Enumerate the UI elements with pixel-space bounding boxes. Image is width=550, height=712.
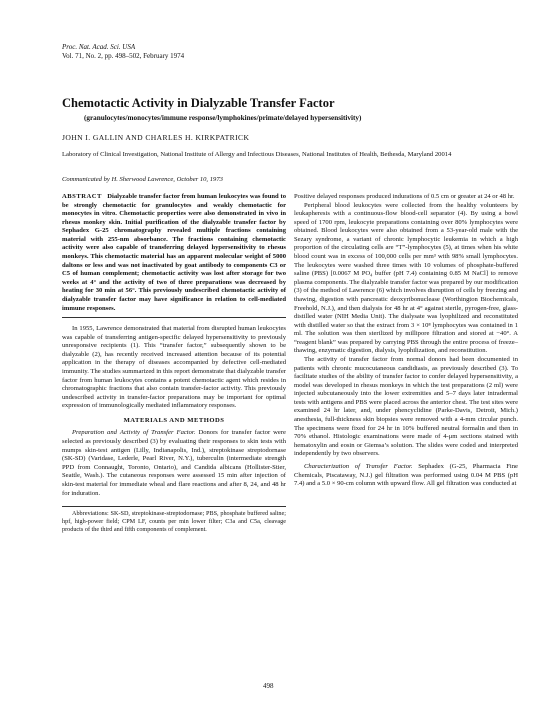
methods-lead: Preparation and Activity of Transfer Factor. [72,429,196,437]
paper-keywords: (granulocytes/monocytes/immune response/lymphokines/primate/delayed hypersensitivity) [84,114,362,122]
abstract [62,193,286,313]
methods-text: Donors for transfer factor were selected as previously described (3) by evaluating their responses to skin tests with mumps skin-test antigen (Lilly, Indianapolis, Ind.), streptokinase streptodornase (SK-SD) (Varidase, Lederle, Pearl River, N.Y.), tuberculin (intermediate strength PPD from Connaught, Toronto, Ontario), and Candida albicans (Hollister-Stier, Seattle, Wash.). The cutaneous responses were assessed 15 min after injection of skin-test material for immediate wheal and flare reactions and after 8, 24, and 48 hr for induration. [62,429,286,497]
intro-paragraph: In 1955, Lawrence demonstrated that material from disrupted human leukocytes was capable of transferring antigen-specific delayed hypersensitivity to previously unresponsive recipients (1). This “transfer factor,” subsequently shown to be dialyzable (2), has recently received increased attention because of its potential application in the therapy of diseases accompanied by defective cell-mediated immunity. The studies summarized in this report demonstrate that dialyzable transfer factor from human leukocytes contains a potent chemotactic agent which resides in chromatographic fractions that also contain transfer-factor activity. This previously undescribed activity in transfer-factor preparations may be important for optimal expression of immunologically mediated inflammatory responses. [62,325,286,410]
communicated-by: Communicated by H. Sherwood Lawrence, October 10, 1973 [62,176,223,183]
paper-authors: JOHN I. GALLIN AND CHARLES H. KIRKPATRICK [62,133,250,142]
footnote-divider [62,506,286,507]
abstract-text: Dialyzable transfer factor from human leukocytes was found to be strongly chemotactic for granulocytes and weakly chemotactic for monocytes in vitro. Chemotactic properties were also demonstrated in vivo in rhesus monkey skin. Initial purification of the dialyzable transfer factor by Sephadex G-25 chromatography revealed multiple fractions containing material with 255-nm absorbance. The fractions containing chemotactic activity were also capable of transferring delayed hypersensitivity to rhesus monkeys. This chemotactic material has an apparent molecular weight of 5000 daltons or less and was not inactivated by goat antibody to components C3 or C5 of human complement; chemotactic activity was lost after storage for two weeks at 4° and the activity of two of three preparations was decreased by heating for 30 min at 56°. This previously undescribed chemotactic activity of dialyzable transfer factor may have significance in relation to cell-mediated immune responses. [62,193,287,312]
right-paragraph-1: Positive delayed responses produced indurations of 0.5 cm or greater at 24 or 48 hr. [294,193,515,200]
right-paragraph-3: The activity of transfer factor from normal donors had been documented in patients with chronic mucocutaneous candidiasis, as previously described (3). To facilitate studies of the ability of transfer factor to confer delayed hypersensitivity, a model was developed in rhesus monkeys in which the test preparations (2 ml) were injected subcutaneously into the lower extremities and 5–7 days later intradermal tests with antigens and PBS were placed across the anterior chest. The test sites were examined 24 hr later, and, under phencyclidine (Parke-Davis, Detroit, Mich.) anesthesia, full-thickness skin biopsies were removed with a 4-mm circular punch. The specimens were fixed for 24 hr in 10% buffered neutral formalin and then in 70% ethanol. Histologic examinations were made of 4-μm sections stained with hematoxylin and eosin or Giemsa’s solution. The slides were coded and interpreted independently by two observers. [294,355,518,458]
journal-citation [62,43,184,61]
journal-name: Proc. Nat. Acad. Sci. USA [62,43,136,51]
methods-heading: MATERIALS AND METHODS [123,416,225,424]
page-number: 498 [263,682,274,690]
right-column [294,193,518,489]
abstract-divider [62,317,286,318]
author-affiliation: Laboratory of Clinical Investigation, National Institute of Allergy and Infectious Diseases, National Institutes of Health, Bethesda, Maryland 20014 [62,151,452,158]
paper-title: Chemotactic Activity in Dialyzable Transfer Factor [62,96,335,110]
right-paragraph-4 [294,463,518,489]
characterization-text: Sephadex (G-25, Pharmacia Fine Chemicals, Piscataway, N.J.) gel filtration was performed using 0.04 M PBS (pH 7.4) and a 5.0 × 90-cm column with upward flow. All gel filtration was conducted at [294,462,518,488]
left-column [62,193,286,534]
right-paragraph-2: Peripheral blood leukocytes were collected from the healthy volunteers by leukapheresis with a continuous-flow blood-cell separator (4). By using a bowl speed of 1700 rpm, leukocyte preparations containing over 80% lymphocytes were obtained. Blood leukocytes were also obtained from a 53-year-old male with the Sezary syndrome, a variant of chronic lymphocytic leukemia in which a high proportion of the circulating cells are “T”-lymphocytes (5), at times when his white blood count was in excess of 100,000 cells per mm³ with 98% small lymphocytes. The leukocytes were washed three times with 10 volumes of phosphate-buffered saline (PBS) [0.0067 M PO₄ buffer (pH 7.4) containing 0.85 M NaCl] to remove plasma components. The dialyzable transfer factor was prepared by our modification (3) of the method of Lawrence (6) which involves disruption of cells by freezing and thawing, digestion with pancreatic deoxyribonuclease (Worthington Biochemicals, Freehold, N.J.), and then dialysis for 48 hr at 4° against sterile, pyrogen-free, glass-distilled water (NIH Media Unit). The dialysate was lyophilized and reconstituted with distilled water so that the extract from 3 × 10⁸ lymphocytes was contained in 1 ml. The solution was then sterilized by millipore filtration and stored at −40°. A “reagent blank” was prepared by carrying PBS through the entire process of freeze–thawing, enzymatic digestion, dialysis, lyophilization, and reconstitution. [294,201,518,355]
journal-volume: Vol. 71, No. 2, pp. 498–502, February 1974 [62,52,185,60]
abbreviations-footnote: Abbreviations: SK-SD, streptokinase-streptodornase; PBS, phosphate buffered saline; hpf, high-power field; CPM LF, counts per min lower filter; C3a and C5a, cleavage products of the third and fifth components of complement. [62,510,286,534]
methods-paragraph [62,429,286,498]
characterization-lead: Characterization of Transfer Factor. [304,462,413,470]
abstract-label: ABSTRACT [62,193,102,200]
